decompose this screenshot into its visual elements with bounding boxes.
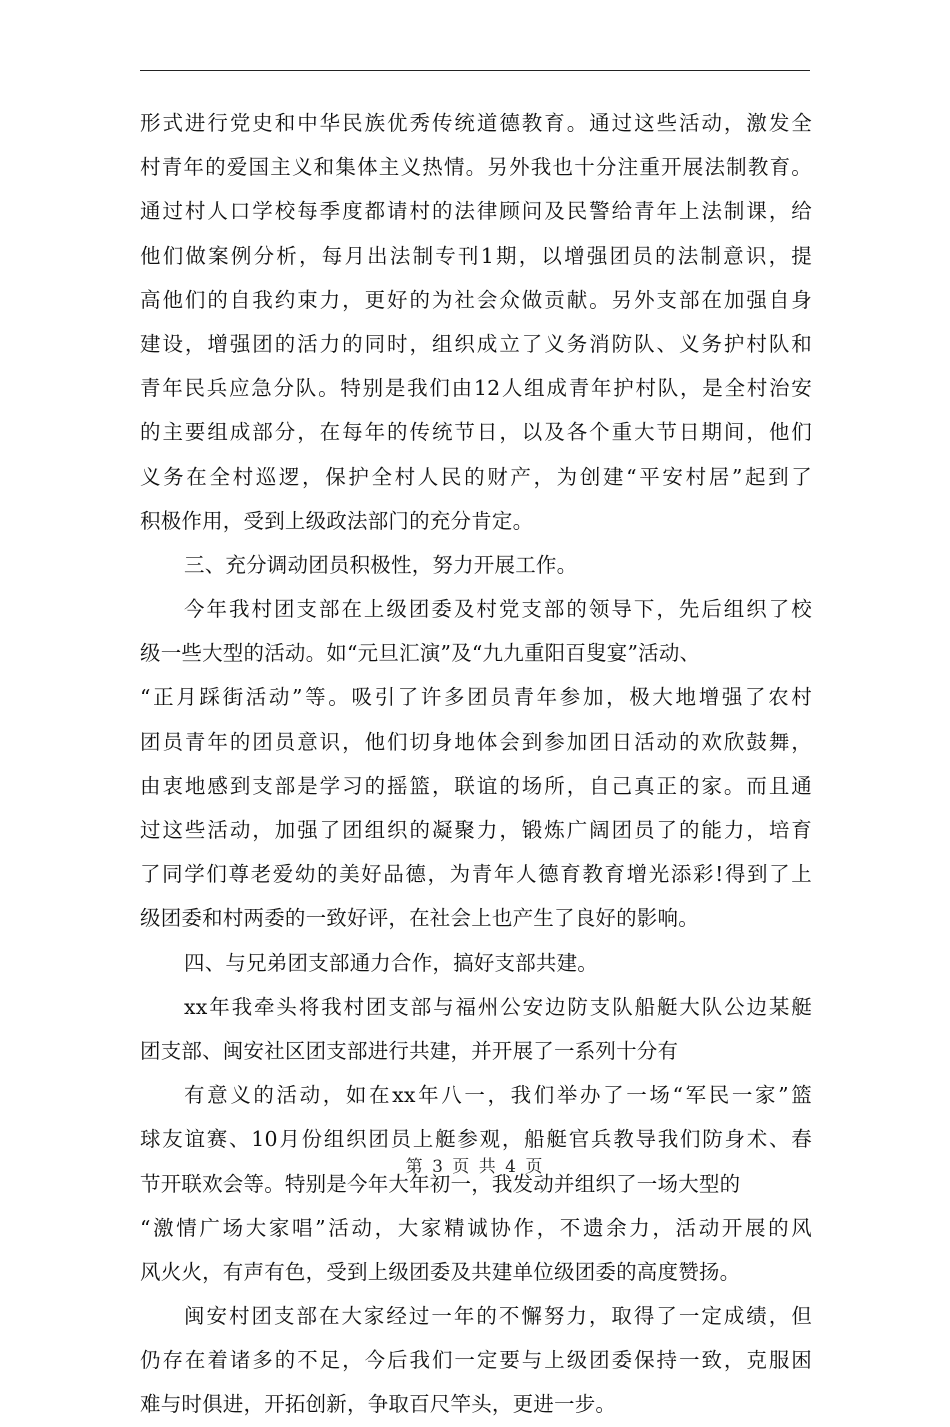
text-line-28: 闽安村团支部在大家经过一年的不懈努力，取得了一定成绩，但 [184, 1304, 812, 1329]
text-line-26: “激情广场大家唱”活动，大家精诚协作，不遗余力，活动开展的风 [140, 1215, 812, 1240]
text-line-2: 村青年的爱国主义和集体主义热情。另外我也十分注重开展法制教育。 [140, 155, 812, 180]
text-line-7: 青年民兵应急分队。特别是我们由12人组成青年护村队，是全村治安 [140, 376, 812, 401]
text-line-13: 级一些大型的活动。如“元旦汇演”及“九九重阳百叟宴”活动、 [140, 641, 701, 666]
text-line-1: 形式进行党史和中华民族优秀传统道德教育。通过这些活动，激发全 [140, 111, 812, 135]
text-line-30: 难与时俱进，开拓创新，争取百尺竿头，更进一步。 [140, 1392, 617, 1417]
text-line-12: 今年我村团支部在上级团委及村党支部的领导下，先后组织了校 [184, 597, 812, 622]
text-line-24: 球友谊赛、10月份组织团员上艇参观，船艇官兵教导我们防身术、春 [140, 1127, 812, 1152]
text-line-16: 由衷地感到支部是学习的摇篮，联谊的场所，自己真正的家。而且通 [140, 773, 812, 798]
text-line-9: 义务在全村巡逻，保护全村人民的财产，为创建“平安村居”起到了 [140, 464, 812, 489]
text-line-5: 高他们的自我约束力，更好的为社会众做贡献。另外支部在加强自身 [140, 287, 812, 312]
document-body [140, 101, 812, 1427]
text-line-21: xx年我牵头将我村团支部与福州公安边防支队船艇大队公边某艇 [184, 994, 812, 1019]
text-line-14: “正月踩街活动”等。吸引了许多团员青年参加，极大地增强了农村 [140, 685, 812, 710]
text-line-22: 团支部、闽安社区团支部进行共建，并开展了一系列十分有 [140, 1038, 679, 1063]
header-rule [140, 70, 810, 71]
text-line-18: 了同学们尊老爱幼的美好品德，为青年人德育教育增光添彩!得到了上 [140, 862, 812, 887]
text-line-4: 他们做案例分析，每月出法制专刊1期，以增强团员的法制意识，提 [140, 243, 812, 268]
text-line-27: 风火火，有声有色，受到上级团委及共建单位级团委的高度赞扬。 [140, 1259, 741, 1284]
text-line-19: 级团委和村两委的一致好评，在社会上也产生了良好的影响。 [140, 906, 699, 931]
text-line-29: 仍存在着诸多的不足，今后我们一定要与上级团委保持一致，克服困 [140, 1348, 812, 1373]
text-line-8: 的主要组成部分，在每年的传统节日，以及各个重大节日期间，他们 [140, 420, 812, 445]
section-heading-4: 四、与兄弟团支部通力合作，搞好支部共建。 [184, 950, 598, 975]
text-line-15: 团员青年的团员意识，他们切身地体会到参加团日活动的欢欣鼓舞， [140, 729, 812, 754]
text-line-23: 有意义的活动，如在xx年八一，我们举办了一场“军民一家”篮 [184, 1083, 812, 1108]
section-heading-3: 三、充分调动团员积极性，努力开展工作。 [184, 552, 578, 577]
text-line-25: 节开联欢会等。特别是今年大年初一，我发动并组织了一场大型的 [140, 1171, 741, 1196]
page-number-footer: 第 3 页 共 4 页 [405, 1157, 545, 1177]
text-line-17: 过这些活动，加强了团组织的凝聚力，锻炼广阔团员了的能力，培育 [140, 818, 812, 842]
text-line-6: 建设，增强团的活力的同时，组织成立了义务消防队、义务护村队和 [140, 331, 812, 356]
text-line-3: 通过村人口学校每季度都请村的法律顾问及民警给青年上法制课，给 [140, 199, 812, 224]
text-line-10: 积极作用，受到上级政法部门的充分肯定。 [140, 508, 534, 533]
